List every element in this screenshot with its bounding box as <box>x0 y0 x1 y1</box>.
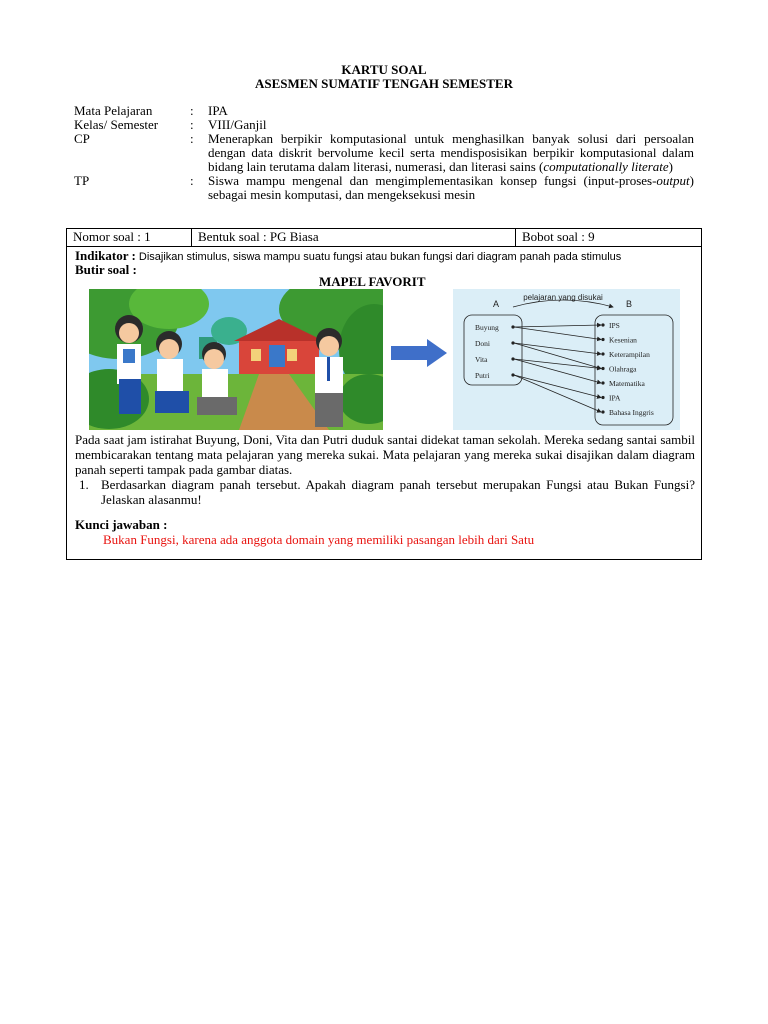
indikator <box>75 248 621 264</box>
stimulus-paragraph: Pada saat jam istirahat Buyung, Doni, Vita dan Putri duduk santai didekat taman sekolah. Mereka sedang santai sambil membicarakan tentang mata pelajaran yang mereka sukai. Mata pelajaran yang mereka sukai disajikan dalam diagram panah seperti tampak pada gambar diatas. <box>75 432 695 477</box>
relation-arrow <box>514 359 601 369</box>
bentuk-soal: Bentuk soal : PG Biasa <box>192 229 516 246</box>
codomain-item: Olahraga <box>609 364 637 374</box>
meta-colon: : <box>190 131 194 146</box>
answer-key-label: Kunci jawaban : <box>75 517 168 532</box>
meta-colon: : <box>190 117 194 132</box>
cp-italic: computationally literate <box>543 159 669 174</box>
relation-arrow <box>514 325 601 327</box>
tp-end: ) sebagai mesin komputasi, dan mengeksekusi mesin <box>208 173 694 202</box>
meta-value <box>208 132 694 174</box>
meta-value: IPA <box>208 103 228 118</box>
card-header-row <box>67 229 701 247</box>
codomain-item: IPA <box>609 393 621 403</box>
set-b-label: B <box>626 299 633 309</box>
stimulus-title: MAPEL FAVORIT <box>319 274 426 289</box>
relation-arrow <box>514 359 601 383</box>
relation-arrow <box>514 375 601 398</box>
meta-value <box>208 174 694 202</box>
question-item <box>79 477 695 507</box>
meta-row-kelas <box>74 118 694 132</box>
domain-dot <box>511 357 514 360</box>
domain-item: Doni <box>475 339 490 348</box>
question-text: Berdasarkan diagram panah tersebut. Apakah diagram panah tersebut merupakan Fungsi atau Bukan Fungsi? Jelaskan alasanmu! <box>101 477 695 507</box>
meta-label: CP <box>74 131 90 146</box>
codomain-dot <box>601 323 604 326</box>
meta-label: Mata Pelajaran <box>74 103 153 118</box>
answer-key-text: Bukan Fungsi, karena ada anggota domain yang memiliki pasangan lebih dari Satu <box>103 532 535 547</box>
codomain-dot <box>601 396 604 399</box>
domain-dot <box>511 341 514 344</box>
set-a-label: A <box>493 299 500 309</box>
domain-dot <box>511 325 514 328</box>
meta-label: Kelas/ Semester <box>74 117 159 132</box>
question-card <box>66 228 702 560</box>
relation-label: pelajaran yang disukai <box>523 293 603 302</box>
codomain-dot <box>601 367 604 370</box>
students-illustration-image <box>89 289 383 430</box>
students-illustration <box>89 289 383 430</box>
arrow-diagram <box>453 289 680 430</box>
codomain-dot <box>601 338 604 341</box>
meta-colon: : <box>190 173 194 188</box>
relation-arrow <box>514 375 601 412</box>
tp-text: Siswa mampu mengenal dan mengimplementasikan konsep fungsi (input-proses- <box>208 173 657 188</box>
codomain-dot <box>601 352 604 355</box>
bobot-soal: Bobot soal : 9 <box>522 229 595 244</box>
meta-row-mapel <box>74 104 694 118</box>
domain-item: Buyung <box>475 323 499 332</box>
question-number: 1. <box>79 477 89 492</box>
card-title: KARTU SOAL <box>341 62 427 77</box>
right-arrow-icon <box>391 339 447 367</box>
card-subtitle: ASESMEN SUMATIF TENGAH SEMESTER <box>254 76 513 91</box>
meta-value: VIII/Ganjil <box>208 117 267 132</box>
codomain-item: Matematika <box>609 379 645 388</box>
cp-end: ) <box>668 159 674 174</box>
meta-row-cp <box>74 132 694 174</box>
meta-label: TP <box>74 173 90 188</box>
meta-block <box>74 104 694 202</box>
domain-item: Putri <box>475 371 490 380</box>
butir-soal-label: Butir soal : <box>75 262 137 277</box>
codomain-item: Bahasa Inggris <box>609 408 654 417</box>
tp-italic: output <box>656 173 690 188</box>
relation-arrow <box>514 343 601 369</box>
codomain-dot <box>601 381 604 384</box>
codomain-item: IPS <box>609 321 620 330</box>
domain-item: Vita <box>475 355 488 364</box>
codomain-dot <box>601 410 604 413</box>
codomain-item: Keterampilan <box>609 350 650 359</box>
codomain-item: Kesenian <box>609 335 637 345</box>
relation-arrow <box>514 343 601 354</box>
cp-text: Menerapkan berpikir komputasional untuk menghasilkan banyak solusi dari persoalan dengan data diskrit bervolume kecil serta mendisposisikan berpikir komputasional dalam bidang lain terutama dalam literasi, numerasi, dan literasi sains ( <box>208 131 694 174</box>
meta-row-tp <box>74 174 694 202</box>
relation-arrow <box>514 327 601 340</box>
domain-dot <box>511 373 514 376</box>
indikator-label: Indikator : <box>75 248 136 263</box>
meta-colon: : <box>190 103 194 118</box>
arrow-diagram-svg <box>453 289 680 430</box>
indikator-text: Disajikan stimulus, siswa mampu suatu fungsi atau bukan fungsi dari diagram panah pada stimulus <box>135 251 622 263</box>
nomor-soal: Nomor soal : 1 <box>67 229 192 246</box>
